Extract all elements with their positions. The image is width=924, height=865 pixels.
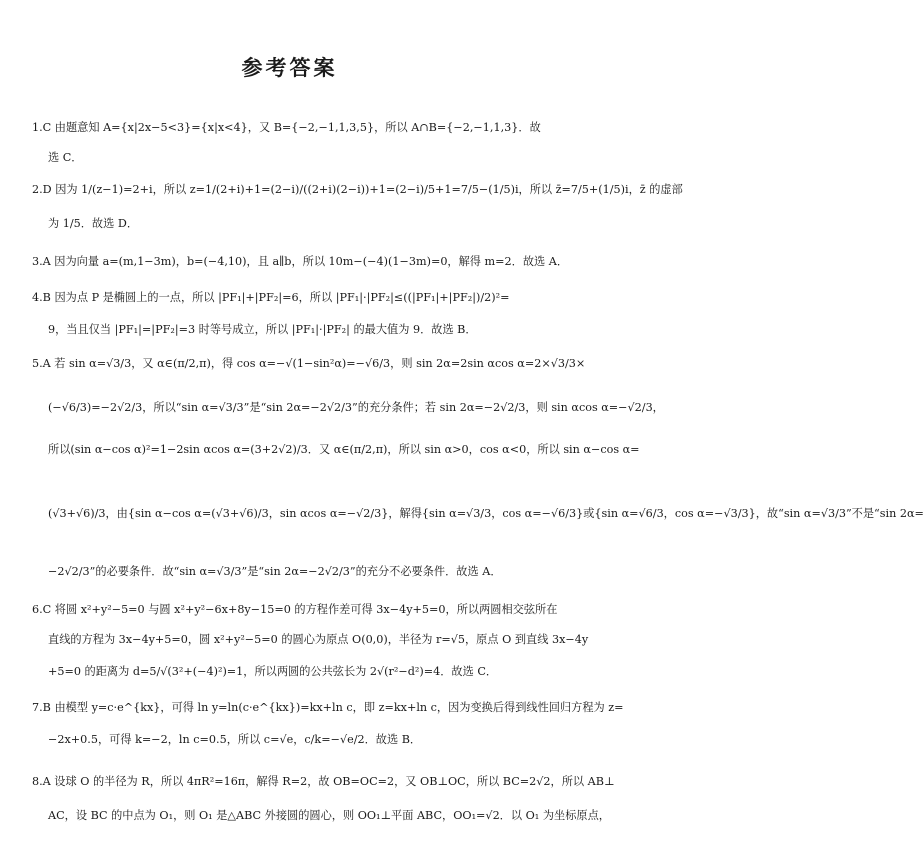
answer-2-line-1: 2.D 因为 1/(z−1)=2+i，所以 z=1/(2+i)+1=(2−i)/((2+i)(2−i))+1=(2−i)/5+1=7/5−(1/5)i，所以 z̄=7/5+(1/5)i，z̄ 的虚部 xyxy=(32,183,683,196)
answer-7-line-2: −2x+0.5，可得 k=−2，ln c=0.5，所以 c=√e，c/k=−√e/2．故选 B． xyxy=(48,733,422,746)
answer-3-line-1: 3.A 因为向量 a=(m,1−3m)，b=(−4,10)，且 a∥b，所以 10m−(−4)(1−3m)=0，解得 m=2．故选 A． xyxy=(32,255,569,268)
page-title: 参考答案 xyxy=(241,56,338,80)
answer-4-line-1: 4.B 因为点 P 是椭圆上的一点，所以 |PF₁|+|PF₂|=6，所以 |PF₁|·|PF₂|≤((|PF₁|+|PF₂|)/2)²= xyxy=(32,291,510,304)
answer-5-line-1: 5.A 若 sin α=√3/3，又 α∈(π/2,π)，得 cos α=−√(1−sin²α)=−√6/3，则 sin 2α=2sin αcos α=2×√3/3× xyxy=(32,357,586,370)
answer-6-line-3: +5=0 的距离为 d=5/√(3²+(−4)²)=1，所以两圆的公共弦长为 2√(r²−d²)=4．故选 C． xyxy=(48,665,498,678)
answer-5-line-2: (−√6/3)=−2√2/3，所以“sin α=√3/3”是“sin 2α=−2√2/3”的充分条件；若 sin 2α=−2√2/3，则 sin αcos α=−√2/3， xyxy=(48,401,664,414)
answer-5-line-3: 所以(sin α−cos α)²=1−2sin αcos α=(3+2√2)/3．又 α∈(π/2,π)，所以 sin α>0，cos α<0，所以 sin α−cos α= xyxy=(48,443,640,456)
answer-8-line-1: 8.A 设球 O 的半径为 R，所以 4πR²=16π，解得 R=2，故 OB=OC=2，又 OB⊥OC，所以 BC=2√2，所以 AB⊥ xyxy=(32,775,615,788)
answer-4-line-2: 9，当且仅当 |PF₁|=|PF₂|=3 时等号成立，所以 |PF₁|·|PF₂| 的最大值为 9．故选 B． xyxy=(48,323,477,336)
answer-6-line-2: 直线的方程为 3x−4y+5=0，圆 x²+y²−5=0 的圆心为原点 O(0,0)，半径为 r=√5，原点 O 到直线 3x−4y xyxy=(48,633,589,646)
answer-2-line-2: 为 1/5．故选 D． xyxy=(48,217,139,230)
answer-8-line-2: AC，设 BC 的中点为 O₁，则 O₁ 是△ABC 外接圆的圆心，则 OO₁⊥平面 ABC，OO₁=√2．以 O₁ 为坐标原点， xyxy=(48,809,610,822)
answer-7-line-1: 7.B 由模型 y=c·e^{kx}，可得 ln y=ln(c·e^{kx})=kx+ln c，即 z=kx+ln c，因为变换后得到线性回归方程为 z= xyxy=(32,701,624,714)
answer-1-line-1: 1.C 由题意知 A={x|2x−5<3}={x|x<4}，又 B={−2,−1,1,3,5}，所以 A∩B={−2,−1,1,3}．故 xyxy=(32,121,541,134)
answer-5-line-4: (√3+√6)/3，由{sin α−cos α=(√3+√6)/3，sin αcos α=−√2/3}，解得{sin α=√3/3，cos α=−√6/3}或{sin α=√6/3，cos α=−√3/3}，故“sin α=√3/3”不是“sin 2α= xyxy=(48,507,924,520)
answer-6-line-1: 6.C 将圆 x²+y²−5=0 与圆 x²+y²−6x+8y−15=0 的方程作差可得 3x−4y+5=0，所以两圆相交弦所在 xyxy=(32,603,558,616)
answer-1-line-2: 选 C． xyxy=(48,151,83,164)
answer-5-line-5: −2√2/3”的必要条件．故“sin α=√3/3”是“sin 2α=−2√2/3”的充分不必要条件．故选 A． xyxy=(48,565,502,578)
